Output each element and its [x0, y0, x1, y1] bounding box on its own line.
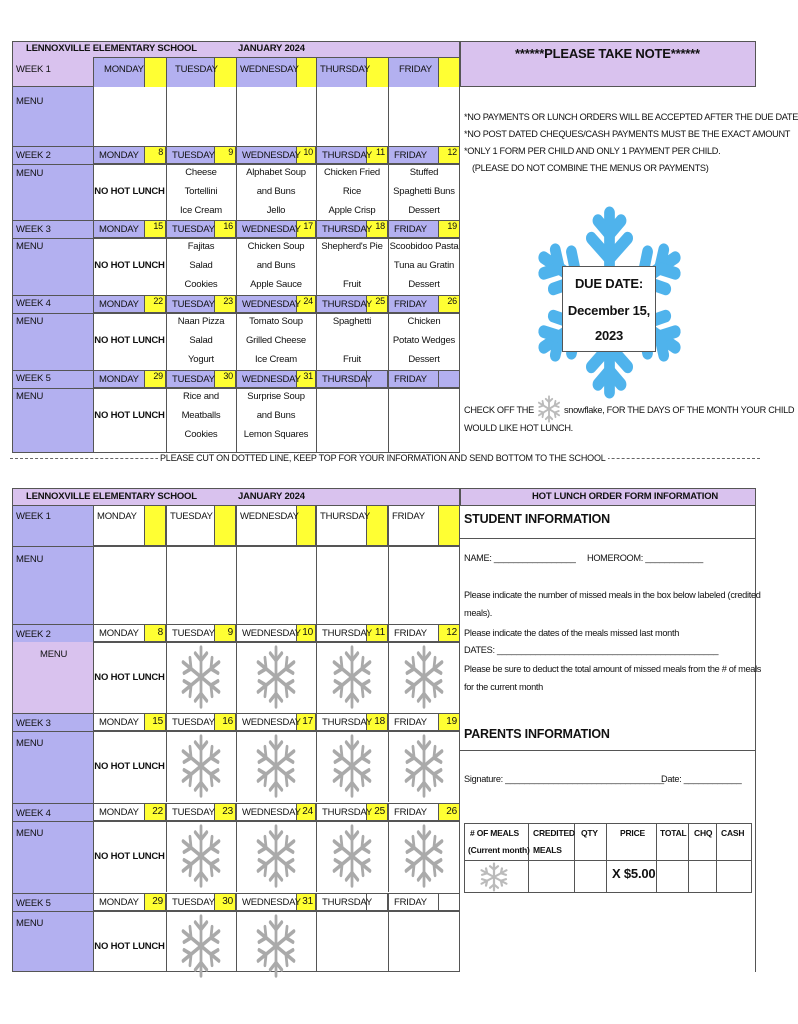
top-w5-fri-date-cell	[438, 370, 460, 388]
bottom-w5-mon-date: 29	[152, 896, 163, 907]
top-w3-wed-menu-line: Chicken Soup	[247, 241, 305, 252]
top-w3-mon-date: 15	[153, 221, 163, 231]
top-w4-wed-menu-line: Tomato Soup	[249, 316, 303, 327]
top-w3-tue-menu-line: Fajitas	[187, 241, 215, 252]
bottom-w2-wed-snowflake-icon[interactable]	[253, 644, 299, 710]
top-w2-no-hot-lunch: NO HOT LUNCH	[94, 186, 165, 197]
top-w3-fri-date: 19	[447, 221, 457, 231]
col-total: TOTAL	[660, 828, 687, 838]
bottom-w1-tue-date-cell	[214, 506, 236, 546]
top-w4-mon-date: 22	[153, 296, 163, 306]
top-w1-tue: TUESDAY	[175, 64, 218, 75]
bottom-w3-mon-dayname: MONDAY	[99, 717, 139, 728]
top-w4-tue-date: 23	[223, 296, 233, 306]
top-w3-mon-dayname: MONDAY	[99, 224, 139, 235]
bottom-w3-tue-dayname: TUESDAY	[172, 717, 215, 728]
bottom-w2-thu-snowflake-icon[interactable]	[329, 644, 375, 710]
top-w1-fri: FRIDAY	[399, 64, 432, 75]
top-w3-thu-menu-line: Shepherd's Pie	[321, 241, 383, 252]
bottom-w4-tue-date: 23	[222, 806, 233, 817]
top-w2-thu-menu-line: Chicken Fried	[323, 167, 380, 178]
top-w2-thu-menu-line: Rice	[342, 186, 362, 197]
price-value: X $5.00	[612, 866, 656, 881]
bottom-school-name: LENNOXVILLE ELEMENTARY SCHOOL	[26, 491, 197, 502]
top-w5-tue-date: 30	[223, 371, 233, 381]
bottom-w5-tue-dayname: TUESDAY	[172, 897, 215, 908]
student-info-heading: STUDENT INFORMATION	[464, 512, 610, 526]
top-w2-fri-menu-line: Stuffed	[409, 167, 439, 178]
top-w1-wed-date	[296, 57, 316, 87]
bottom-w2-label: WEEK 2	[16, 629, 51, 640]
top-w2-tue-date: 9	[228, 147, 233, 157]
note-1: *NO PAYMENTS OR LUNCH ORDERS WILL BE ACCEPTED AFTER THE DUE DATE	[464, 112, 798, 122]
top-w3-no-hot-lunch: NO HOT LUNCH	[94, 260, 165, 271]
checkoff-text-c: WOULD LIKE HOT LUNCH.	[464, 423, 573, 433]
top-w3-tue-dayname: TUESDAY	[172, 224, 215, 235]
note-2: *NO POST DATED CHEQUES/CASH PAYMENTS MUST BE THE EXACT AMOUNT	[464, 129, 791, 139]
top-w2-tue-menu-line: Tortellini	[184, 186, 218, 197]
bottom-w3-wed-date: 17	[302, 716, 313, 727]
bottom-w4-fri-dayname: FRIDAY	[394, 807, 427, 818]
bottom-w3-tue-snowflake-icon[interactable]	[178, 733, 224, 799]
bottom-w2-wed-dayname: WEDNESDAY	[242, 628, 301, 639]
top-school-name: LENNOXVILLE ELEMENTARY SCHOOL	[26, 43, 197, 54]
bottom-w2-thu-date: 11	[375, 627, 385, 638]
bottom-w5-no-hot-lunch: NO HOT LUNCH	[94, 941, 165, 952]
bottom-w5-wed-dayname: WEDNESDAY	[242, 897, 301, 908]
top-w2-menu-label: MENU	[16, 168, 44, 179]
bottom-w1-menu-label: MENU	[16, 554, 44, 565]
bottom-w2-mon-dayname: MONDAY	[99, 628, 139, 639]
missed-line-1: Please indicate the number of missed meals in the box below labeled (credited	[464, 590, 761, 600]
bottom-w4-wed-snowflake-icon[interactable]	[253, 823, 299, 889]
top-w4-tue-menu-line: Yogurt	[188, 354, 214, 365]
top-w4-menu-label: MENU	[16, 316, 44, 327]
top-w3-wed-menu-line: Apple Sauce	[250, 279, 302, 290]
note-3: *ONLY 1 FORM PER CHILD AND ONLY 1 PAYMENT PER CHILD.	[464, 146, 721, 156]
col-meals-a: # OF MEALS	[470, 828, 520, 838]
top-w3-wed-menu-line: and Buns	[256, 260, 296, 271]
form-title: HOT LUNCH ORDER FORM INFORMATION	[532, 491, 719, 502]
top-w4-mon-dayname: MONDAY	[99, 299, 139, 310]
top-w3-tue-date: 16	[223, 221, 233, 231]
top-w3-label: WEEK 3	[16, 224, 51, 235]
bottom-w5-tue-snowflake-icon[interactable]	[178, 913, 224, 979]
order-snowflake-icon[interactable]	[478, 862, 510, 892]
top-w1-mon-date	[144, 57, 166, 87]
bottom-w5-thu-dayname: THURSDAY	[322, 897, 372, 908]
bottom-w2-wed-date: 10	[302, 627, 313, 638]
bottom-w2-fri-date: 12	[446, 627, 457, 638]
top-w4-tue-menu-line: Naan Pizza	[177, 316, 225, 327]
bottom-w4-tue-dayname: TUESDAY	[172, 807, 215, 818]
bottom-w2-mon-date: 8	[157, 627, 163, 638]
note-title: ******PLEASE TAKE NOTE******	[515, 46, 700, 61]
top-w3-tue-menu-line: Cookies	[184, 279, 218, 290]
top-w4-thu-menu-line: Spaghetti	[332, 316, 372, 327]
top-w2-fri-dayname: FRIDAY	[394, 150, 427, 161]
top-w1-menu-label: MENU	[16, 96, 44, 107]
top-w5-mon-dayname: MONDAY	[99, 374, 139, 385]
checkoff-text-a: CHECK OFF THE	[464, 405, 534, 415]
bottom-w5-fri-date-cell	[438, 893, 460, 911]
bottom-w3-fri-snowflake-icon[interactable]	[401, 733, 447, 799]
bottom-w5-wed-date: 31	[302, 896, 313, 907]
bottom-w2-tue-dayname: TUESDAY	[172, 628, 215, 639]
col-credited-b: MEALS	[533, 845, 562, 855]
col-chq: CHQ	[694, 828, 713, 838]
bottom-w1-mon-date-cell	[144, 506, 166, 546]
bottom-w4-thu-date: 25	[374, 806, 385, 817]
top-w5-tue-menu-line: Cookies	[184, 429, 218, 440]
bottom-w4-wed-dayname: WEDNESDAY	[242, 807, 301, 818]
top-w2-tue-menu-line: Cheese	[185, 167, 217, 178]
bottom-w4-no-hot-lunch: NO HOT LUNCH	[94, 851, 165, 862]
bottom-w3-thu-dayname: THURSDAY	[322, 717, 372, 728]
top-w4-fri-menu-line: Potato Wedges	[392, 335, 456, 346]
bottom-w4-wed-date: 24	[302, 806, 313, 817]
due-date-line1: December 15,	[567, 303, 651, 318]
bottom-w4-tue-snowflake-icon[interactable]	[178, 823, 224, 889]
bottom-w2-tue-snowflake-icon[interactable]	[178, 644, 224, 710]
name-field[interactable]: NAME: _________________	[464, 553, 576, 563]
top-w1-wed: WEDNESDAY	[240, 64, 299, 75]
deduct-line-1: Please be sure to deduct the total amount of missed meals from the # of meals	[464, 664, 762, 674]
missed-line-3: Please indicate the dates of the meals missed last month	[464, 628, 680, 638]
top-w4-thu-dayname: THURSDAY	[322, 299, 372, 310]
bottom-w3-fri-dayname: FRIDAY	[394, 717, 427, 728]
top-w5-label: WEEK 5	[16, 373, 51, 384]
bottom-w3-mon-date: 15	[152, 716, 163, 727]
bottom-w2-fri-dayname: FRIDAY	[394, 628, 427, 639]
bottom-w2-thu-dayname: THURSDAY	[322, 628, 372, 639]
bottom-w4-mon-dayname: MONDAY	[99, 807, 139, 818]
bottom-w1-fri-dayname: FRIDAY	[392, 511, 425, 522]
top-w5-tue-menu-line: Rice and	[183, 391, 219, 402]
bottom-w3-thu-date: 18	[374, 716, 385, 727]
top-w3-thu-menu-line: Fruit	[342, 279, 361, 290]
top-w5-tue-menu-line: Meatballs	[181, 410, 221, 421]
top-w2-wed-menu-line: and Buns	[256, 186, 296, 197]
top-w2-tue-menu-line: Ice Cream	[179, 205, 223, 216]
missed-line-2: meals).	[464, 608, 493, 618]
bottom-w5-mon-dayname: MONDAY	[99, 897, 139, 908]
bottom-w3-wed-snowflake-icon[interactable]	[253, 733, 299, 799]
top-w5-wed-dayname: WEDNESDAY	[242, 374, 301, 385]
bottom-w4-label: WEEK 4	[16, 808, 51, 819]
top-w2-fri-menu-line: Spaghetti Buns	[393, 186, 455, 197]
date-field[interactable]: Date: ____________	[661, 774, 742, 784]
top-w2-thu-date: 11	[376, 147, 385, 157]
col-meals-b: (Current month)	[468, 845, 530, 855]
top-w3-fri-dayname: FRIDAY	[394, 224, 427, 235]
bottom-w4-menu-label: MENU	[16, 828, 44, 839]
top-month: JANUARY 2024	[238, 43, 305, 54]
due-date-line2: 2023	[594, 328, 624, 343]
top-w2-tue-dayname: TUESDAY	[172, 150, 215, 161]
dates-field[interactable]: DATES: ______________________________________________	[464, 645, 719, 655]
top-w4-thu-date: 25	[375, 296, 385, 306]
top-w4-tue-dayname: TUESDAY	[172, 299, 215, 310]
top-w5-tue-dayname: TUESDAY	[172, 374, 215, 385]
top-w5-wed-date: 31	[303, 371, 313, 381]
top-w3-thu-date: 18	[375, 221, 385, 231]
top-w5-fri-dayname: FRIDAY	[394, 374, 427, 385]
top-w1-fri-date	[438, 57, 460, 87]
top-w3-fri-menu-line: Tuna au Gratin	[393, 260, 455, 271]
parents-info-heading: PARENTS INFORMATION	[464, 727, 610, 741]
due-date-label: DUE DATE:	[574, 276, 643, 291]
top-w2-fri-date: 12	[447, 147, 457, 157]
top-w5-wed-menu-line: Lemon Squares	[243, 429, 309, 440]
bottom-w2-fri-snowflake-icon[interactable]	[401, 644, 447, 710]
top-w1-mon: MONDAY	[104, 64, 144, 75]
bottom-w2-menu-label: MENU	[40, 649, 68, 660]
bottom-w1-thu-dayname: THURSDAY	[320, 511, 370, 522]
top-w2-thu-dayname: THURSDAY	[322, 150, 372, 161]
top-w4-no-hot-lunch: NO HOT LUNCH	[94, 335, 165, 346]
top-w5-mon-date: 29	[153, 371, 163, 381]
top-w2-thu-menu-line: Apple Crisp	[328, 205, 376, 216]
deduct-line-2: for the current month	[464, 682, 543, 692]
top-w4-wed-menu-line: Ice Cream	[254, 354, 298, 365]
top-w2-wed-dayname: WEDNESDAY	[242, 150, 301, 161]
top-w4-fri-menu-line: Dessert	[408, 354, 440, 365]
top-w3-thu-dayname: THURSDAY	[322, 224, 372, 235]
top-w3-tue-menu-line: Salad	[189, 260, 213, 271]
top-w4-fri-menu-line: Chicken	[407, 316, 441, 327]
bottom-w3-menu-label: MENU	[16, 738, 44, 749]
bottom-w4-fri-date: 26	[446, 806, 457, 817]
bottom-w3-wed-dayname: WEDNESDAY	[242, 717, 301, 728]
top-w3-fri-menu-line: Scoobidoo Pasta	[389, 241, 459, 252]
col-cash: CASH	[721, 828, 745, 838]
top-w2-fri-menu-line: Dessert	[408, 205, 440, 216]
note-4: (PLEASE DO NOT COMBINE THE MENUS OR PAYMENTS)	[472, 163, 709, 173]
col-price: PRICE	[620, 828, 645, 838]
bottom-w4-thu-snowflake-icon[interactable]	[329, 823, 375, 889]
top-w5-menu-label: MENU	[16, 391, 44, 402]
top-w4-label: WEEK 4	[16, 298, 51, 309]
bottom-w1-mon-dayname: MONDAY	[97, 511, 137, 522]
signature-field[interactable]: Signature: _________________________________	[464, 774, 664, 784]
top-w5-wed-menu-line: and Buns	[256, 410, 296, 421]
bottom-w5-label: WEEK 5	[16, 898, 51, 909]
top-w2-wed-date: 10	[303, 147, 313, 157]
top-w5-wed-menu-line: Surprise Soup	[247, 391, 305, 402]
top-w2-wed-menu-line: Alphabet Soup	[246, 167, 306, 178]
top-w5-no-hot-lunch: NO HOT LUNCH	[94, 410, 165, 421]
top-w1-thu: THURSDAY	[320, 64, 370, 75]
col-qty: QTY	[581, 828, 598, 838]
top-w4-wed-date: 24	[303, 296, 313, 306]
top-week1-label: WEEK 1	[16, 64, 51, 75]
top-w2-wed-menu-line: Jello	[266, 205, 286, 216]
bottom-w3-no-hot-lunch: NO HOT LUNCH	[94, 761, 165, 772]
top-w2-mon-date: 8	[158, 147, 163, 157]
bottom-w4-thu-dayname: THURSDAY	[322, 807, 372, 818]
bottom-w4-mon-date: 22	[152, 806, 163, 817]
checkoff-text-b: snowflake, FOR THE DAYS OF THE MONTH YOUR CHILD	[564, 405, 795, 415]
top-w4-tue-menu-line: Salad	[189, 335, 213, 346]
top-w4-thu-menu-line: Fruit	[342, 354, 361, 365]
bottom-w1-fri-date-cell	[438, 506, 460, 546]
bottom-w3-fri-date: 19	[446, 716, 457, 727]
top-w2-label: WEEK 2	[16, 150, 51, 161]
top-w4-wed-menu-line: Grilled Cheese	[245, 335, 307, 346]
bottom-w1-wed-date-cell	[296, 506, 316, 546]
bottom-w4-fri-snowflake-icon[interactable]	[401, 823, 447, 889]
top-w4-fri-date: 26	[447, 296, 457, 306]
top-w3-menu-label: MENU	[16, 241, 44, 252]
bottom-w5-fri-dayname: FRIDAY	[394, 897, 427, 908]
top-w3-wed-dayname: WEDNESDAY	[242, 224, 301, 235]
bottom-w2-tue-date: 9	[227, 627, 233, 638]
top-w5-thu-dayname: THURSDAY	[322, 374, 372, 385]
bottom-month: JANUARY 2024	[238, 491, 305, 502]
bottom-w1-tue-dayname: TUESDAY	[170, 511, 213, 522]
cut-instructions: PLEASE CUT ON DOTTED LINE, KEEP TOP FOR YOUR INFORMATION AND SEND BOTTOM TO THE SCHOOL	[160, 453, 606, 463]
bottom-w3-thu-snowflake-icon[interactable]	[329, 733, 375, 799]
top-w3-wed-date: 17	[303, 221, 313, 231]
top-w4-fri-dayname: FRIDAY	[394, 299, 427, 310]
bottom-w2-no-hot-lunch: NO HOT LUNCH	[94, 672, 165, 683]
top-w2-mon-dayname: MONDAY	[99, 150, 139, 161]
bottom-w5-tue-date: 30	[222, 896, 233, 907]
bottom-w3-label: WEEK 3	[16, 718, 51, 729]
bottom-w5-menu-label: MENU	[16, 918, 44, 929]
bottom-w1-label: WEEK 1	[16, 511, 51, 522]
small-snowflake-icon	[536, 395, 562, 423]
top-w4-wed-dayname: WEDNESDAY	[242, 299, 301, 310]
homeroom-field[interactable]: HOMEROOM: ____________	[587, 553, 703, 563]
bottom-w5-wed-snowflake-icon[interactable]	[253, 913, 299, 979]
bottom-w1-wed-dayname: WEDNESDAY	[240, 511, 299, 522]
top-w3-fri-menu-line: Dessert	[408, 279, 440, 290]
bottom-w3-tue-date: 16	[222, 716, 233, 727]
col-credited-a: CREDITED	[533, 828, 575, 838]
